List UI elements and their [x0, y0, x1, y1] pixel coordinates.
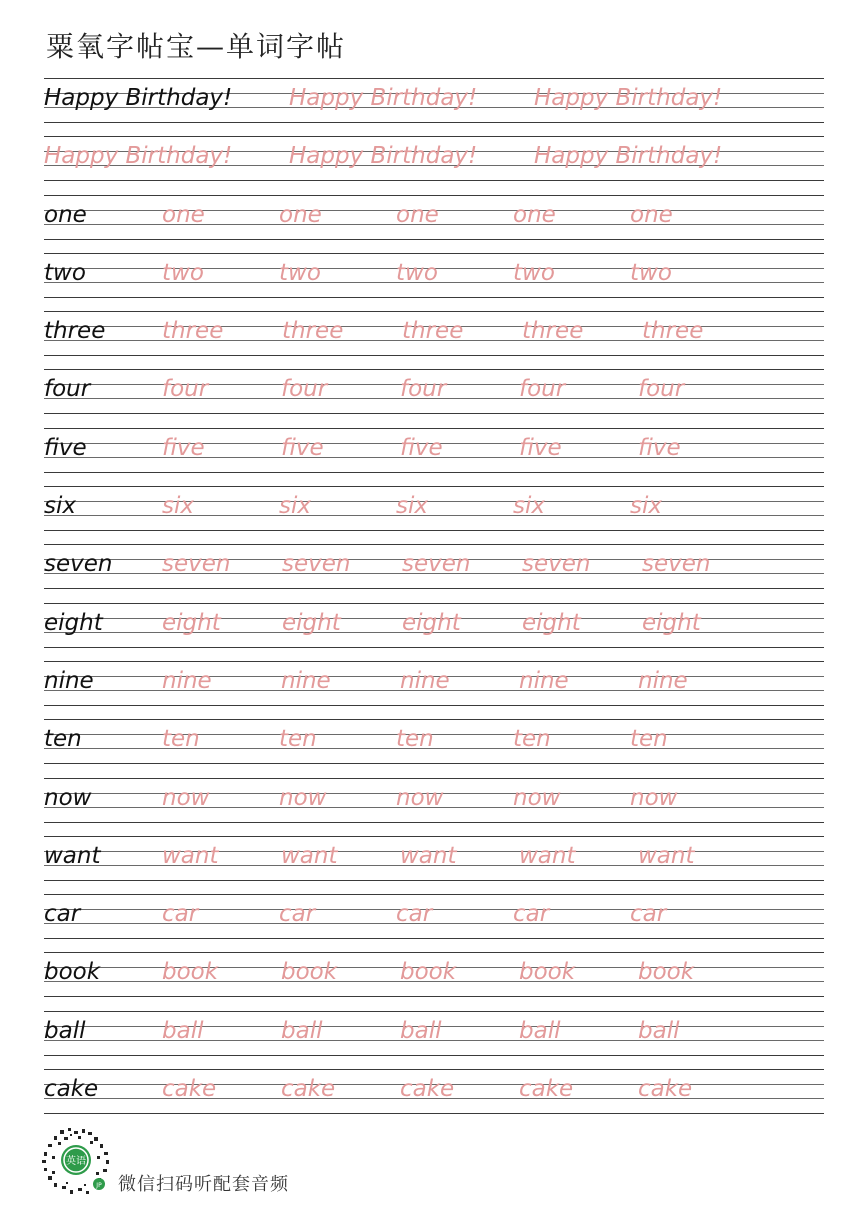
guide-line — [44, 239, 824, 240]
guide-line — [44, 486, 824, 487]
practice-row — [44, 311, 824, 369]
guide-line — [44, 909, 824, 910]
trace-word: book — [400, 959, 457, 986]
trace-word: now — [513, 784, 561, 811]
trace-word: six — [279, 493, 311, 520]
trace-word: cake — [162, 1076, 217, 1103]
model-word: three — [44, 318, 106, 345]
trace-word: seven — [282, 551, 351, 578]
trace-word: seven — [522, 551, 591, 578]
trace-word: six — [630, 493, 662, 520]
practice-row — [44, 836, 824, 894]
trace-word: want — [519, 842, 576, 869]
practice-row — [44, 1069, 824, 1127]
four-line-guide — [44, 719, 824, 764]
guide-line — [44, 413, 824, 414]
practice-row — [44, 195, 824, 253]
trace-word: eight — [402, 609, 461, 636]
guide-line — [44, 136, 824, 137]
model-word: four — [44, 376, 91, 403]
trace-word: five — [519, 434, 562, 461]
trace-word: car — [630, 901, 667, 928]
trace-word: three — [162, 318, 224, 345]
guide-line — [44, 1055, 824, 1056]
practice-sheet — [44, 78, 824, 1127]
trace-word: cake — [400, 1076, 455, 1103]
guide-line — [44, 195, 824, 196]
footer-audio-hint: 微信扫码听配套音频 — [118, 1174, 289, 1195]
guide-line — [44, 603, 824, 604]
guide-line — [44, 122, 824, 123]
guide-line — [44, 894, 824, 895]
trace-word: nine — [162, 667, 212, 694]
guide-line — [44, 530, 824, 531]
trace-word: four — [400, 376, 447, 403]
trace-word: ball — [519, 1017, 561, 1044]
guide-line — [44, 748, 824, 749]
trace-word: two — [513, 259, 555, 286]
model-word: Happy Birthday! — [44, 85, 233, 111]
guide-line — [44, 297, 824, 298]
model-word: now — [44, 784, 92, 811]
practice-row — [44, 253, 824, 311]
guide-line — [44, 501, 824, 502]
trace-word: six — [513, 493, 545, 520]
trace-word: book — [162, 959, 219, 986]
guide-line — [44, 1069, 824, 1070]
practice-row — [44, 486, 824, 544]
trace-word: now — [279, 784, 327, 811]
trace-word: one — [162, 201, 205, 228]
model-word: nine — [44, 667, 94, 694]
practice-row — [44, 603, 824, 661]
trace-word: eight — [162, 609, 221, 636]
guide-line — [44, 952, 824, 953]
model-word: one — [44, 201, 87, 228]
trace-word: three — [282, 318, 344, 345]
model-word: six — [44, 493, 76, 520]
trace-word: book — [281, 959, 338, 986]
guide-line — [44, 647, 824, 648]
practice-row — [44, 369, 824, 427]
trace-word: ball — [400, 1017, 442, 1044]
guide-line — [44, 472, 824, 473]
trace-word: nine — [281, 667, 331, 694]
guide-line — [44, 588, 824, 589]
trace-word: ten — [630, 726, 668, 753]
trace-word: now — [162, 784, 210, 811]
trace-word: six — [396, 493, 428, 520]
guide-line — [44, 544, 824, 545]
model-word: ten — [44, 726, 82, 753]
four-line-guide — [44, 486, 824, 531]
trace-word: Happy Birthday! — [289, 85, 478, 111]
trace-word: two — [396, 259, 438, 286]
guide-line — [44, 180, 824, 181]
model-word: car — [44, 901, 81, 928]
trace-word: one — [279, 201, 322, 228]
guide-line — [44, 778, 824, 779]
trace-word: Happy Birthday! — [534, 143, 723, 170]
practice-row — [44, 719, 824, 777]
trace-word: ten — [513, 726, 551, 753]
qr-code-icon[interactable] — [40, 1126, 112, 1198]
practice-row — [44, 78, 824, 136]
model-word: seven — [44, 551, 113, 578]
guide-line — [44, 719, 824, 720]
guide-line — [44, 996, 824, 997]
trace-word: one — [630, 201, 673, 228]
trace-word: nine — [638, 667, 688, 694]
model-word: ball — [44, 1017, 86, 1044]
trace-word: want — [162, 842, 219, 869]
model-word: eight — [44, 609, 103, 636]
guide-line — [44, 1113, 824, 1114]
model-word: book — [44, 959, 101, 986]
trace-word: four — [638, 376, 685, 403]
trace-word: two — [630, 259, 672, 286]
trace-word: ten — [279, 726, 317, 753]
trace-word: eight — [282, 609, 341, 636]
trace-word: five — [638, 434, 681, 461]
trace-word: two — [279, 259, 321, 286]
qr-badge-label: 英语 — [66, 1156, 86, 1167]
trace-word: four — [281, 376, 328, 403]
trace-word: three — [522, 318, 584, 345]
practice-row — [44, 894, 824, 952]
trace-word: car — [396, 901, 433, 928]
model-word: want — [44, 842, 101, 869]
trace-word: car — [162, 901, 199, 928]
trace-word: ball — [162, 1017, 204, 1044]
guide-line — [44, 822, 824, 823]
page-title: 粟氧字帖宝—单词字帖 — [46, 30, 347, 63]
guide-line — [44, 880, 824, 881]
trace-word: want — [400, 842, 457, 869]
trace-word: one — [396, 201, 439, 228]
trace-word: five — [162, 434, 205, 461]
guide-line — [44, 923, 824, 924]
trace-word: car — [513, 901, 550, 928]
trace-word: four — [519, 376, 566, 403]
trace-word: six — [162, 493, 194, 520]
trace-word: eight — [522, 609, 581, 636]
guide-line — [44, 369, 824, 370]
guide-line — [44, 311, 824, 312]
guide-line — [44, 705, 824, 706]
guide-line — [44, 763, 824, 764]
trace-word: want — [638, 842, 695, 869]
practice-row — [44, 952, 824, 1010]
trace-word: ten — [396, 726, 434, 753]
practice-row — [44, 544, 824, 602]
guide-line — [44, 78, 824, 79]
trace-word: book — [638, 959, 695, 986]
trace-word: three — [402, 318, 464, 345]
trace-word: Happy Birthday! — [44, 143, 233, 170]
guide-line — [44, 1011, 824, 1012]
trace-word: want — [281, 842, 338, 869]
trace-word: car — [279, 901, 316, 928]
trace-word: cake — [281, 1076, 336, 1103]
qr-badge-sub: JP — [96, 1182, 102, 1189]
trace-word: two — [162, 259, 204, 286]
trace-word: four — [162, 376, 209, 403]
model-word: five — [44, 434, 87, 461]
trace-word: one — [513, 201, 556, 228]
trace-word: book — [519, 959, 576, 986]
trace-word: five — [400, 434, 443, 461]
trace-word: seven — [162, 551, 231, 578]
trace-word: nine — [519, 667, 569, 694]
guide-line — [44, 355, 824, 356]
trace-word: now — [396, 784, 444, 811]
guide-line — [44, 836, 824, 837]
practice-row — [44, 136, 824, 194]
guide-line — [44, 734, 824, 735]
trace-word: cake — [519, 1076, 574, 1103]
four-line-guide — [44, 894, 824, 939]
practice-row — [44, 661, 824, 719]
trace-word: three — [642, 318, 704, 345]
trace-word: cake — [638, 1076, 693, 1103]
trace-word: eight — [642, 609, 701, 636]
guide-line — [44, 253, 824, 254]
trace-word: ball — [638, 1017, 680, 1044]
practice-row — [44, 778, 824, 836]
trace-word: now — [630, 784, 678, 811]
practice-row — [44, 428, 824, 486]
trace-word: ten — [162, 726, 200, 753]
trace-word: seven — [402, 551, 471, 578]
trace-word: Happy Birthday! — [534, 85, 723, 111]
practice-row — [44, 1011, 824, 1069]
guide-line — [44, 515, 824, 516]
guide-line — [44, 938, 824, 939]
trace-word: seven — [642, 551, 711, 578]
guide-line — [44, 661, 824, 662]
footer — [40, 1126, 440, 1198]
trace-word: ball — [281, 1017, 323, 1044]
guide-line — [44, 428, 824, 429]
model-word: cake — [44, 1076, 99, 1103]
trace-word: five — [281, 434, 324, 461]
model-word: two — [44, 259, 86, 286]
trace-word: nine — [400, 667, 450, 694]
trace-word: Happy Birthday! — [289, 143, 478, 170]
